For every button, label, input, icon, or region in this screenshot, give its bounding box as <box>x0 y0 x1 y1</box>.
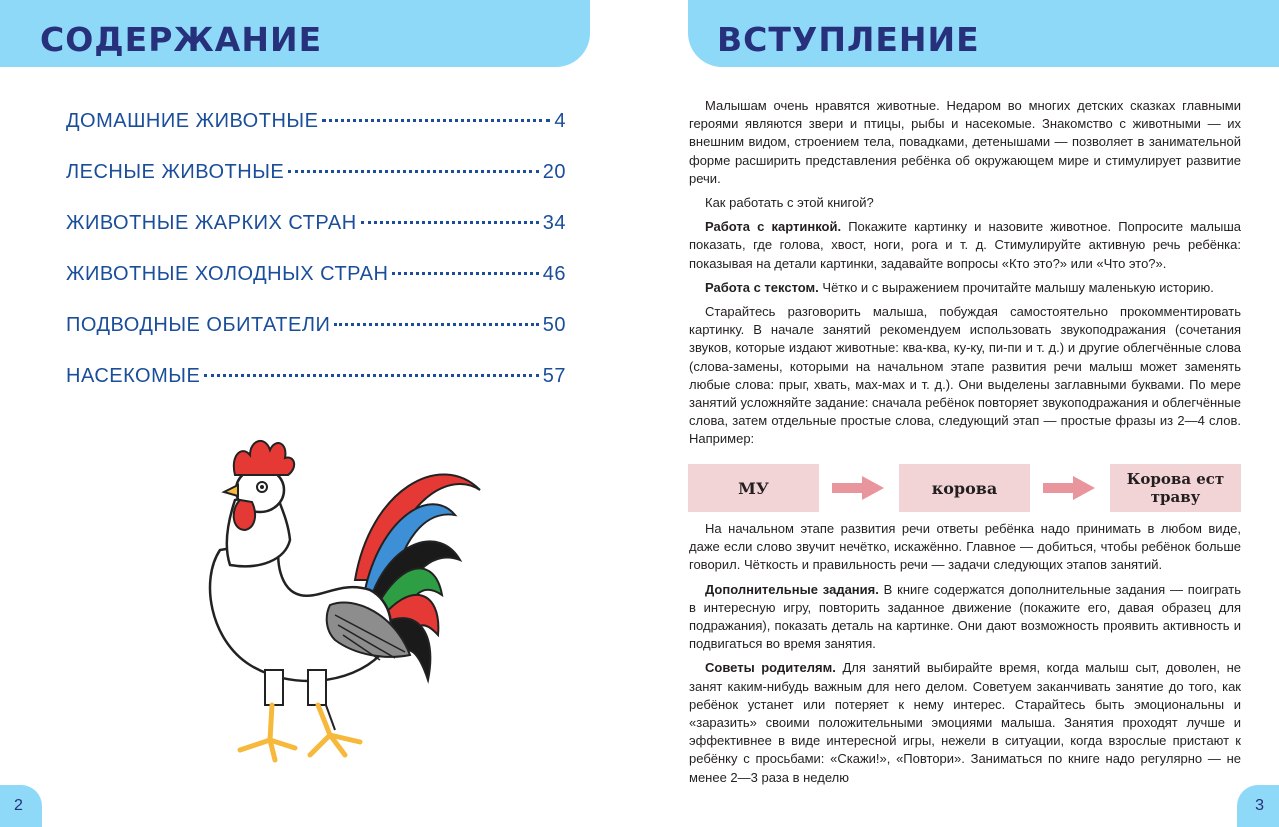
toc-entry-page: 46 <box>542 263 566 285</box>
toc-entry-page: 20 <box>542 161 566 183</box>
introduction-text-continued <box>689 520 1241 793</box>
toc-entry-label: НАСЕКОМЫЕ <box>66 365 201 387</box>
toc-entry-label: ДОМАШНИЕ ЖИВОТНЫЕ <box>66 110 319 132</box>
rooster-illustration <box>180 430 500 785</box>
stage-word-box: корова <box>899 464 1030 512</box>
paragraph-heading: Работа с картинкой. <box>705 219 842 235</box>
table-of-contents <box>66 110 566 416</box>
intro-paragraph: Старайтесь разговорить малыша, побуждая самостоятельно прокомментировать картинку. В начале занятий рекомендуем использовать звукоподражания (сочетания звуков, которые издают животные: ква-ква, ку-ку, пи-пи и т. д.) и другие облегчённые слова (слова-замены, которыми на начальном этапе развития речи малыш может заменять любые слова: прыг, хвать, мах-мах и т. д.). Они выделены заглавными буквами. По мере занятий усложняйте задание: сначала ребёнок повторяет звукоподражания и облегчённые слова, затем отдельные простые слова, следующий этап — простые фразы из 2—4 слов. Например: <box>689 304 1241 447</box>
toc-entry-page: 50 <box>542 314 566 336</box>
paragraph-body: Для занятий выбирайте время, когда малыш сыт, доволен, не занят каким-нибудь важным для него делом. Советуем заканчивать занятие до того, как ребёнок устанет или потеряет к нему интерес. Старайтесь быть эмоциональны и «заразить» своими положительными эмоциями малыша. Занятия проходят лучше и эффективнее в виде интересной игры, нежели в ситуации, когда взрослые пристают к ребёнку с просьбами: «Скажи!», «Повтори». Заниматься по книге надо регулярно — не менее 2—3 раза в неделю <box>689 660 1242 785</box>
page-number-left: 2 <box>0 785 42 827</box>
toc-entry[interactable] <box>66 110 566 161</box>
arrow-right-icon <box>832 476 884 500</box>
paragraph-body: В книге содержатся дополнительные задания — поиграть в интересную игру, повторить заданное движение (покажите его, давая образец для подражания), показать деталь на картинке. Они дают возможность проявить активность и подвигаться во время занятия. <box>689 581 1241 652</box>
toc-leader-dots <box>204 374 538 377</box>
introduction-title: ВСТУПЛЕНИЕ <box>717 20 980 59</box>
intro-paragraph <box>689 581 1241 654</box>
contents-header <box>0 0 590 67</box>
toc-entry[interactable] <box>66 212 566 263</box>
toc-entry-label: ПОДВОДНЫЕ ОБИТАТЕЛИ <box>66 314 331 336</box>
page-number-right: 3 <box>1237 785 1279 827</box>
intro-question: Как работать с этой книгой? <box>705 195 874 211</box>
intro-paragraph <box>689 659 1241 786</box>
stage-phrase-box: Корова ест траву <box>1110 464 1241 512</box>
toc-entry[interactable] <box>66 161 566 212</box>
paragraph-body: Чётко и с выражением прочитайте малышу маленькую историю. <box>818 279 1214 295</box>
toc-entry-label: ЖИВОТНЫЕ ХОЛОДНЫХ СТРАН <box>66 263 389 285</box>
toc-leader-dots <box>288 170 539 173</box>
arrow-right-icon <box>1043 476 1095 500</box>
toc-entry-label: ЖИВОТНЫЕ ЖАРКИХ СТРАН <box>66 212 357 234</box>
intro-paragraph: На начальном этапе развития речи ответы ребёнка надо принимать в любом виде, даже если слово звучит нечётко, искажённо. Главное — добиться, чтобы ребёнок больше говорил. Чёткость и правильность речи — задачи следующих этапов занятий. <box>689 521 1241 573</box>
paragraph-heading: Дополнительные задания. <box>705 581 879 597</box>
paragraph-heading: Работа с текстом. <box>705 279 819 295</box>
intro-paragraph <box>689 218 1241 273</box>
paragraph-body: Покажите картинку и назовите животное. Попросите малыша показать, где голова, хвост, ноги, рога и т. д. Стимулируйте активную речь ребёнка: показывая на детали картинки, задавайте вопросы «Кто это?» или «Что это?». <box>689 219 1241 271</box>
toc-leader-dots <box>334 323 538 326</box>
toc-leader-dots <box>361 221 539 224</box>
toc-leader-dots <box>392 272 538 275</box>
introduction-text <box>689 97 1241 455</box>
stage-sound-box: МУ <box>688 464 819 512</box>
toc-leader-dots <box>322 119 550 122</box>
toc-entry[interactable] <box>66 314 566 365</box>
toc-entry-page: 4 <box>554 110 566 132</box>
intro-paragraph <box>689 279 1241 297</box>
contents-title: СОДЕРЖАНИЕ <box>40 20 323 59</box>
toc-entry-page: 57 <box>542 365 566 387</box>
toc-entry-label: ЛЕСНЫЕ ЖИВОТНЫЕ <box>66 161 285 183</box>
toc-entry[interactable] <box>66 365 566 416</box>
paragraph-heading: Советы родителям. <box>705 660 836 676</box>
toc-entry-page: 34 <box>542 212 566 234</box>
introduction-header <box>688 0 1279 67</box>
intro-paragraph: Малышам очень нравятся животные. Недаром во многих детских сказках главными героями являются звери и птицы, рыбы и насекомые. Знакомство с животными — их внешним видом, строением тела, повадками, детенышами — позволяет в занимательной форме расширить представления ребёнка об окружающем мире и стимулирует развитие речи. <box>689 98 1241 186</box>
toc-entry[interactable] <box>66 263 566 314</box>
speech-progression-diagram <box>688 464 1241 512</box>
